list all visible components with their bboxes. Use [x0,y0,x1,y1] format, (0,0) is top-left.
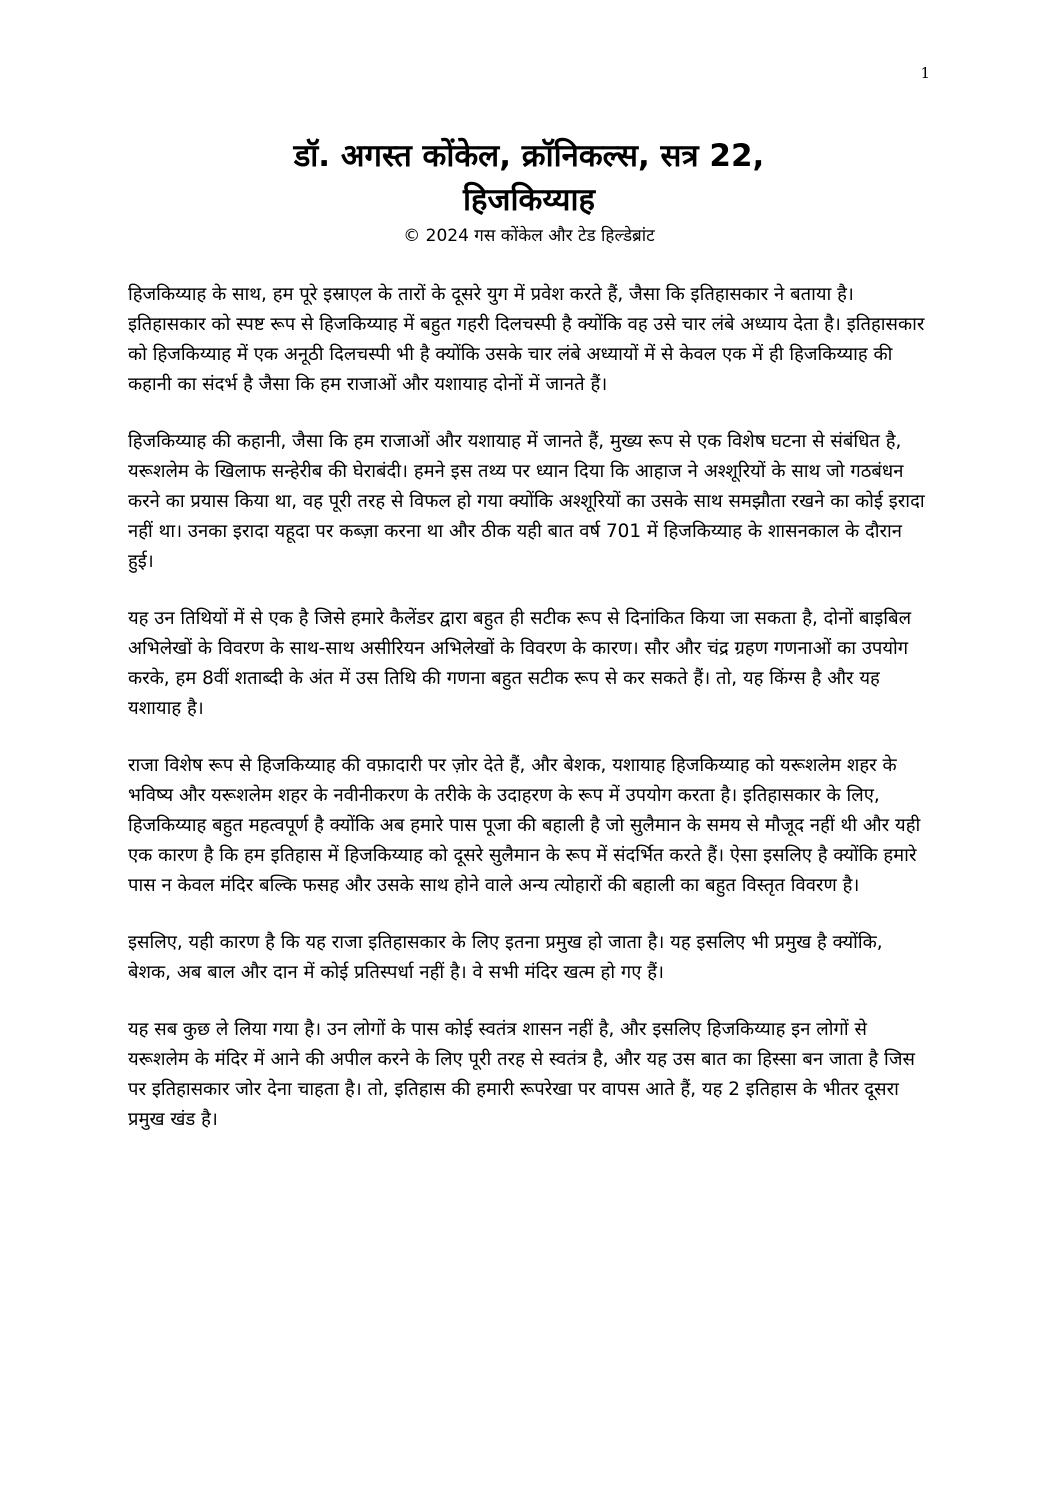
paragraph-6: यह सब कुछ ले लिया गया है। उन लोगों के पास कोई स्वतंत्र शासन नहीं है, और इसलिए हिजकिय्याह इन लोगों से यरूशलेम के मंदिर में आने की अपील करने के लिए पूरी तरह से स्वतंत्र है, और यह उस बात का हिस्सा बन जाता है जिस पर इतिहासकार जोर देना चाहता है। तो, इतिहास की हमारी रूपरेखा पर वापस आते हैं, यह 2 इतिहास के भीतर दूसरा प्रमुख खंड है। [128,1019,915,1130]
paragraph-5: इसलिए, यही कारण है कि यह राजा इतिहासकार के लिए इतना प्रमुख हो जाता है। यह इसलिए भी प्रमुख है क्योंकि, बेशक, अब बाल और दान में कोई प्रतिस्पर्धा नहीं है। वे सभी मंदिर खत्म हो गए हैं। [128,932,883,983]
title-line-2: हिजकिय्याह [463,182,595,218]
paragraph-3: यह उन तिथियों में से एक है जिसे हमारे कैलेंडर द्वारा बहुत ही सटीक रूप से दिनांकित किया जा सकता है, दोनों बाइबिल अभिलेखों के विवरण के साथ-साथ असीरियन अभिलेखों के विवरण के कारण। सौर और चंद्र ग्रहण गणनाओं का उपयोग करके, हम 8वीं शताब्दी के अंत में उस तिथि की गणना बहुत सटीक रूप से कर सकते हैं। तो, यह किंग्स है और यह यशायाह है। [128,608,912,719]
paragraph-4: राजा विशेष रूप से हिजकिय्याह की वफ़ादारी पर ज़ोर देते हैं, और बेशक, यशायाह हिजकिय्याह को यरूशलेम शहर के भविष्य और यरूशलेम शहर के नवीनीकरण के तरीके के उदाहरण के रूप में उपयोग करता है। इतिहासकार के लिए, हिजकिय्याह बहुत महत्वपूर्ण है क्योंकि अब हमारे पास पूजा की बहाली है जो सुलैमान के समय से मौजूद नहीं थी और यही एक कारण है कि हम इतिहास में हिजकिय्याह को दूसरे सुलैमान के रूप में संदर्भित करते हैं। ऐसा इसलिए है क्योंकि हमारे पास न केवल मंदिर बल्कि फसह और उसके साथ होने वाले अन्य त्योहारों की बहाली का बहुत विस्तृत विवरण है। [128,755,921,896]
paragraph-1: हिजकिय्याह के साथ, हम पूरे इस्राएल के तारों के दूसरे युग में प्रवेश करते हैं, जैसा कि इतिहासकार ने बताया है। इतिहासकार को स्पष्ट रूप से हिजकिय्याह में बहुत गहरी दिलचस्पी है क्योंकि वह उसे चार लंबे अध्याय देता है। इतिहासकार को हिजकिय्याह में एक अनूठी दिलचस्पी भी है क्योंकि उसके चार लंबे अध्यायों में से केवल एक में ही हिजकिय्याह की कहानी का संदर्भ है जैसा कि हम राजाओं और यशायाह दोनों में जानते हैं। [128,284,925,395]
document-header [128,134,930,248]
title-line-1: डॉ. अगस्त कोंकेल, क्रॉनिकल्स, सत्र 22, [293,138,765,174]
document-title [128,134,930,222]
page-number: 1 [920,64,930,82]
paragraph-2: हिजकिय्याह की कहानी, जैसा कि हम राजाओं और यशायाह में जानते हैं, मुख्य रूप से एक विशेष घटना से संबंधित है, यरूशलेम के खिलाफ सन्हेरीब की घेराबंदी। हमने इस तथ्य पर ध्यान दिया कि आहाज ने अश्शूरियों के साथ जो गठबंधन करने का प्रयास किया था, वह पूरी तरह से विफल हो गया क्योंकि अश्शूरियों का उसके साथ समझौता रखने का कोई इरादा नहीं था। उनका इरादा यहूदा पर कब्ज़ा करना था और ठीक यही बात वर्ष 701 में हिजकिय्याह के शासनकाल के दौरान हुई। [128,431,925,572]
copyright-line: © 2024 गस कोंकेल और टेड हिल्डेब्रांट [403,226,655,246]
document-body [128,280,930,1162]
